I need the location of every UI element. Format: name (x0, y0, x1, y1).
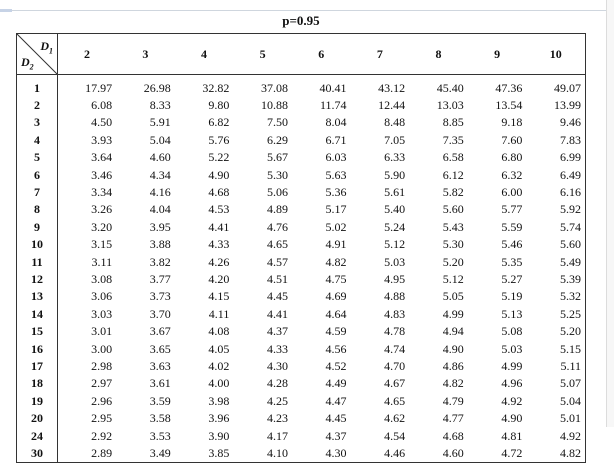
table-cell: 7.50 (266, 115, 288, 130)
table-cell: 3.61 (149, 376, 171, 391)
table-cell: 6.33 (384, 150, 406, 165)
table-cell: 3.85 (208, 445, 230, 460)
table-cell: 3.34 (91, 185, 113, 200)
row-header-d2: 10 (17, 236, 58, 253)
table-cell: 12.44 (378, 98, 406, 113)
table-cell: 26.98 (143, 80, 171, 95)
table-cell: 4.10 (266, 445, 288, 460)
table-cell: 13.03 (436, 98, 464, 113)
table-row (17, 166, 585, 183)
table-row (17, 201, 585, 218)
table-cell: 5.01 (560, 411, 581, 426)
table-row (17, 409, 585, 426)
table-cell: 5.82 (442, 185, 464, 200)
table-cell: 4.52 (325, 358, 347, 373)
row-header-d2: 4 (17, 131, 58, 148)
table-cell: 2.89 (91, 445, 113, 460)
table-cell: 4.16 (149, 185, 171, 200)
table-cell: 5.30 (442, 237, 464, 252)
table-cell: 4.34 (149, 167, 171, 182)
table-cell: 4.53 (208, 202, 230, 217)
table-row (17, 357, 585, 374)
row-header-d2: 15 (17, 322, 58, 339)
table-row (17, 340, 585, 357)
table-cell: 6.16 (560, 185, 581, 200)
table-cell: 6.29 (266, 132, 288, 147)
table-cell: 5.13 (501, 306, 523, 321)
table-cell: 7.05 (384, 132, 406, 147)
table-cell: 3.77 (149, 271, 171, 286)
table-cell: 6.82 (208, 115, 230, 130)
table-cell: 4.76 (266, 219, 288, 234)
table-cell: 2.97 (91, 376, 113, 391)
table-row (17, 427, 585, 444)
table-cell: 5.04 (560, 393, 581, 408)
table-cell: 4.70 (384, 358, 406, 373)
row-header-d2: 30 (17, 444, 58, 461)
table-cell: 4.86 (442, 358, 464, 373)
table-cell: 2.96 (91, 393, 113, 408)
table-cell: 2.98 (91, 358, 113, 373)
table-cell: 6.32 (501, 167, 523, 182)
table-cell: 17.97 (85, 80, 113, 95)
table-cell: 3.01 (91, 324, 113, 339)
table-cell: 5.60 (560, 237, 581, 252)
corner-accent-mark (0, 9, 12, 12)
table-cell: 2.95 (91, 411, 113, 426)
table-cell: 5.35 (501, 254, 523, 269)
table-cell: 6.00 (501, 185, 523, 200)
table-cell: 6.80 (501, 150, 523, 165)
table-cell: 4.37 (266, 324, 288, 339)
table-cell: 4.64 (325, 306, 347, 321)
column-header-d1-8: 8 (409, 34, 468, 75)
table-cell: 3.03 (91, 306, 113, 321)
table-cell: 3.11 (91, 254, 113, 269)
table-cell: 5.76 (208, 132, 230, 147)
table-cell: 4.94 (442, 324, 464, 339)
table-cell: 3.67 (149, 324, 171, 339)
table-cell: 3.65 (149, 341, 171, 356)
table-cell: 8.04 (325, 115, 347, 130)
table-cell: 5.32 (560, 289, 581, 304)
row-header-d2: 8 (17, 201, 58, 218)
table-cell: 4.82 (560, 445, 581, 460)
table-cell: 4.02 (208, 358, 230, 373)
table-cell: 5.08 (501, 324, 523, 339)
table-cell: 5.19 (501, 289, 523, 304)
column-header-d1-7: 7 (351, 34, 410, 75)
table-cell: 3.95 (149, 219, 171, 234)
scrollbar-track[interactable] (607, 0, 614, 427)
table-row (17, 218, 585, 235)
table-cell: 3.15 (91, 237, 113, 252)
table-cell: 5.40 (384, 202, 406, 217)
table-cell: 5.92 (560, 202, 581, 217)
table-cell: 4.91 (325, 237, 347, 252)
table-cell: 40.41 (319, 80, 347, 95)
table-cell: 13.54 (495, 98, 523, 113)
table-row (17, 183, 585, 200)
table-cell: 4.04 (149, 202, 171, 217)
table-cell: 4.11 (208, 306, 230, 321)
column-header-d1-10: 10 (526, 34, 585, 75)
table-cell: 37.08 (260, 80, 288, 95)
statistics-table-frame (16, 33, 586, 463)
table-cell: 3.63 (149, 358, 171, 373)
table-cell: 3.64 (91, 150, 113, 165)
column-header-d1-4: 4 (175, 34, 234, 75)
table-cell: 4.45 (266, 289, 288, 304)
table-cell: 3.46 (91, 167, 113, 182)
table-cell: 4.37 (325, 428, 347, 443)
table-cell: 4.90 (208, 167, 230, 182)
table-cell: 45.40 (436, 80, 464, 95)
table-cell: 3.90 (208, 428, 230, 443)
table-cell: 5.20 (442, 254, 464, 269)
table-row (17, 288, 585, 305)
table-cell: 5.04 (149, 132, 171, 147)
row-header-d2: 20 (17, 409, 58, 426)
table-cell: 5.20 (560, 324, 581, 339)
table-cell: 4.77 (442, 411, 464, 426)
table-cell: 4.00 (208, 376, 230, 391)
table-cell: 5.74 (560, 219, 581, 234)
table-row (17, 270, 585, 287)
table-cell: 3.26 (91, 202, 113, 217)
table-cell: 4.60 (442, 445, 464, 460)
table-row (17, 253, 585, 270)
table-cell: 3.08 (91, 271, 113, 286)
table-cell: 5.12 (384, 237, 406, 252)
row-header-d2: 6 (17, 166, 58, 183)
column-header-d1-6: 6 (292, 34, 351, 75)
table-cell: 6.71 (325, 132, 347, 147)
table-cell: 4.28 (266, 376, 288, 391)
table-row (17, 322, 585, 339)
row-header-d2: 9 (17, 218, 58, 235)
table-cell: 4.54 (384, 428, 406, 443)
table-cell: 5.17 (325, 202, 347, 217)
table-cell: 4.90 (442, 341, 464, 356)
d1-label: $D_1$ (40, 39, 53, 56)
table-cell: 4.33 (266, 341, 288, 356)
d2-label: $D_2$ (21, 54, 34, 71)
table-cell: 3.93 (91, 132, 113, 147)
table-cell: 5.91 (149, 115, 171, 130)
table-cell: 6.12 (442, 167, 464, 182)
studentized-range-table (17, 34, 585, 462)
table-cell: 4.96 (501, 376, 523, 391)
table-cell: 5.24 (384, 219, 406, 234)
table-cell: 3.00 (91, 341, 113, 356)
column-header-d1-3: 3 (116, 34, 175, 75)
table-cell: 5.39 (560, 271, 581, 286)
table-cell: 4.82 (442, 376, 464, 391)
table-cell: 4.99 (501, 358, 523, 373)
table-cell: 4.99 (442, 306, 464, 321)
table-cell: 4.60 (149, 150, 171, 165)
table-cell: 3.59 (149, 393, 171, 408)
table-row (17, 131, 585, 148)
table-cell: 5.30 (266, 167, 288, 182)
table-cell: 4.25 (266, 393, 288, 408)
header-row (17, 34, 585, 75)
table-cell: 4.46 (384, 445, 406, 460)
table-cell: 5.03 (384, 254, 406, 269)
table-cell: 32.82 (202, 80, 230, 95)
row-header-d2: 18 (17, 375, 58, 392)
table-cell: 3.49 (149, 445, 171, 460)
table-cell: 5.06 (266, 185, 288, 200)
table-title: p=0.95 (282, 13, 320, 28)
table-cell: 3.70 (149, 306, 171, 321)
table-cell: 5.11 (560, 358, 581, 373)
table-cell: 7.35 (442, 132, 464, 147)
row-header-d2: 2 (17, 96, 58, 113)
table-cell: 4.92 (560, 428, 581, 443)
table-cell: 6.99 (560, 150, 581, 165)
table-cell: 5.27 (501, 271, 523, 286)
table-cell: 4.68 (442, 428, 464, 443)
row-header-d2: 16 (17, 340, 58, 357)
table-cell: 5.43 (442, 219, 464, 234)
row-header-d2: 14 (17, 305, 58, 322)
table-cell: 5.25 (560, 306, 581, 321)
table-cell: 5.60 (442, 202, 464, 217)
table-cell: 7.83 (560, 132, 581, 147)
table-cell: 5.67 (266, 150, 288, 165)
table-cell: 4.05 (208, 341, 230, 356)
table-row (17, 305, 585, 322)
table-cell: 4.50 (91, 115, 113, 130)
table-cell: 5.63 (325, 167, 347, 182)
table-cell: 3.82 (149, 254, 171, 269)
table-cell: 47.36 (495, 80, 523, 95)
table-cell: 4.49 (325, 376, 347, 391)
table-cell: 4.20 (208, 271, 230, 286)
row-header-d2: 3 (17, 114, 58, 131)
table-cell: 4.74 (384, 341, 406, 356)
table-cell: 5.46 (501, 237, 523, 252)
table-cell: 4.08 (208, 324, 230, 339)
table-cell: 4.69 (325, 289, 347, 304)
row-header-d2: 12 (17, 270, 58, 287)
table-cell: 5.02 (325, 219, 347, 234)
row-header-d2: 1 (17, 75, 58, 97)
table-cell: 8.48 (384, 115, 406, 130)
table-cell: 4.30 (325, 445, 347, 460)
table-row (17, 149, 585, 166)
table-cell: 3.88 (149, 237, 171, 252)
table-cell: 4.57 (266, 254, 288, 269)
table-cell: 4.88 (384, 289, 406, 304)
table-cell: 4.15 (208, 289, 230, 304)
table-cell: 3.96 (208, 411, 230, 426)
table-cell: 8.85 (442, 115, 464, 130)
row-header-d2: 17 (17, 357, 58, 374)
row-header-d2: 13 (17, 288, 58, 305)
table-cell: 6.58 (442, 150, 464, 165)
table-cell: 4.82 (325, 254, 347, 269)
table-cell: 13.99 (554, 98, 581, 113)
table-cell: 5.59 (501, 219, 523, 234)
table-cell: 3.58 (149, 411, 171, 426)
table-cell: 4.65 (384, 393, 406, 408)
row-header-d2: 19 (17, 392, 58, 409)
table-cell: 4.45 (325, 411, 347, 426)
table-cell: 4.78 (384, 324, 406, 339)
table-cell: 4.81 (501, 428, 523, 443)
table-cell: 4.47 (325, 393, 347, 408)
table-body (17, 75, 585, 462)
table-cell: 3.98 (208, 393, 230, 408)
table-cell: 4.56 (325, 341, 347, 356)
table-cell: 4.17 (266, 428, 288, 443)
table-cell: 4.92 (501, 393, 523, 408)
table-cell: 4.30 (266, 358, 288, 373)
table-row (17, 236, 585, 253)
table-cell: 5.77 (501, 202, 523, 217)
table-cell: 9.80 (208, 98, 230, 113)
table-cell: 8.33 (149, 98, 171, 113)
table-cell: 10.88 (260, 98, 288, 113)
table-cell: 4.72 (501, 445, 523, 460)
row-header-d2: 11 (17, 253, 58, 270)
table-cell: 5.05 (442, 289, 464, 304)
table-cell: 4.68 (208, 185, 230, 200)
table-cell: 9.18 (501, 115, 523, 130)
table-row (17, 114, 585, 131)
table-cell: 5.07 (560, 376, 581, 391)
corner-cell (17, 34, 58, 75)
table-cell: 4.95 (384, 271, 406, 286)
table-cell: 4.79 (442, 393, 464, 408)
table-cell: 2.92 (91, 428, 113, 443)
table-row (17, 96, 585, 113)
row-header-d2: 7 (17, 183, 58, 200)
table-row (17, 375, 585, 392)
table-cell: 4.67 (384, 376, 406, 391)
table-cell: 9.46 (560, 115, 581, 130)
table-cell: 6.49 (560, 167, 581, 182)
table-cell: 4.90 (501, 411, 523, 426)
table-cell: 3.20 (91, 219, 113, 234)
table-cell: 4.75 (325, 271, 347, 286)
table-cell: 5.61 (384, 185, 406, 200)
table-cell: 5.15 (560, 341, 581, 356)
table-cell: 4.41 (266, 306, 288, 321)
table-cell: 4.62 (384, 411, 406, 426)
table-cell: 43.12 (378, 80, 406, 95)
table-cell: 4.33 (208, 237, 230, 252)
table-cell: 6.08 (91, 98, 113, 113)
table-cell: 4.23 (266, 411, 288, 426)
window-top-rule (0, 10, 606, 11)
table-cell: 6.03 (325, 150, 347, 165)
row-header-d2: 5 (17, 149, 58, 166)
table-cell: 4.51 (266, 271, 288, 286)
table-cell: 5.12 (442, 271, 464, 286)
column-header-d1-5: 5 (233, 34, 292, 75)
table-row (17, 392, 585, 409)
table-cell: 4.59 (325, 324, 347, 339)
table-cell: 4.41 (208, 219, 230, 234)
table-cell: 3.53 (149, 428, 171, 443)
table-cell: 5.03 (501, 341, 523, 356)
table-cell: 4.83 (384, 306, 406, 321)
table-cell: 4.26 (208, 254, 230, 269)
table-cell: 5.36 (325, 185, 347, 200)
table-cell: 49.07 (554, 80, 581, 95)
column-header-d1-9: 9 (468, 34, 527, 75)
table-cell: 5.90 (384, 167, 406, 182)
table-row (17, 75, 585, 97)
row-header-d2: 24 (17, 427, 58, 444)
table-cell: 11.74 (319, 98, 347, 113)
table-row (17, 444, 585, 461)
table-cell: 3.73 (149, 289, 171, 304)
table-cell: 4.89 (266, 202, 288, 217)
table-cell: 5.22 (208, 150, 230, 165)
column-header-d1-2: 2 (58, 34, 117, 75)
table-cell: 7.60 (501, 132, 523, 147)
table-cell: 4.65 (266, 237, 288, 252)
table-cell: 5.49 (560, 254, 581, 269)
table-cell: 3.06 (91, 289, 113, 304)
